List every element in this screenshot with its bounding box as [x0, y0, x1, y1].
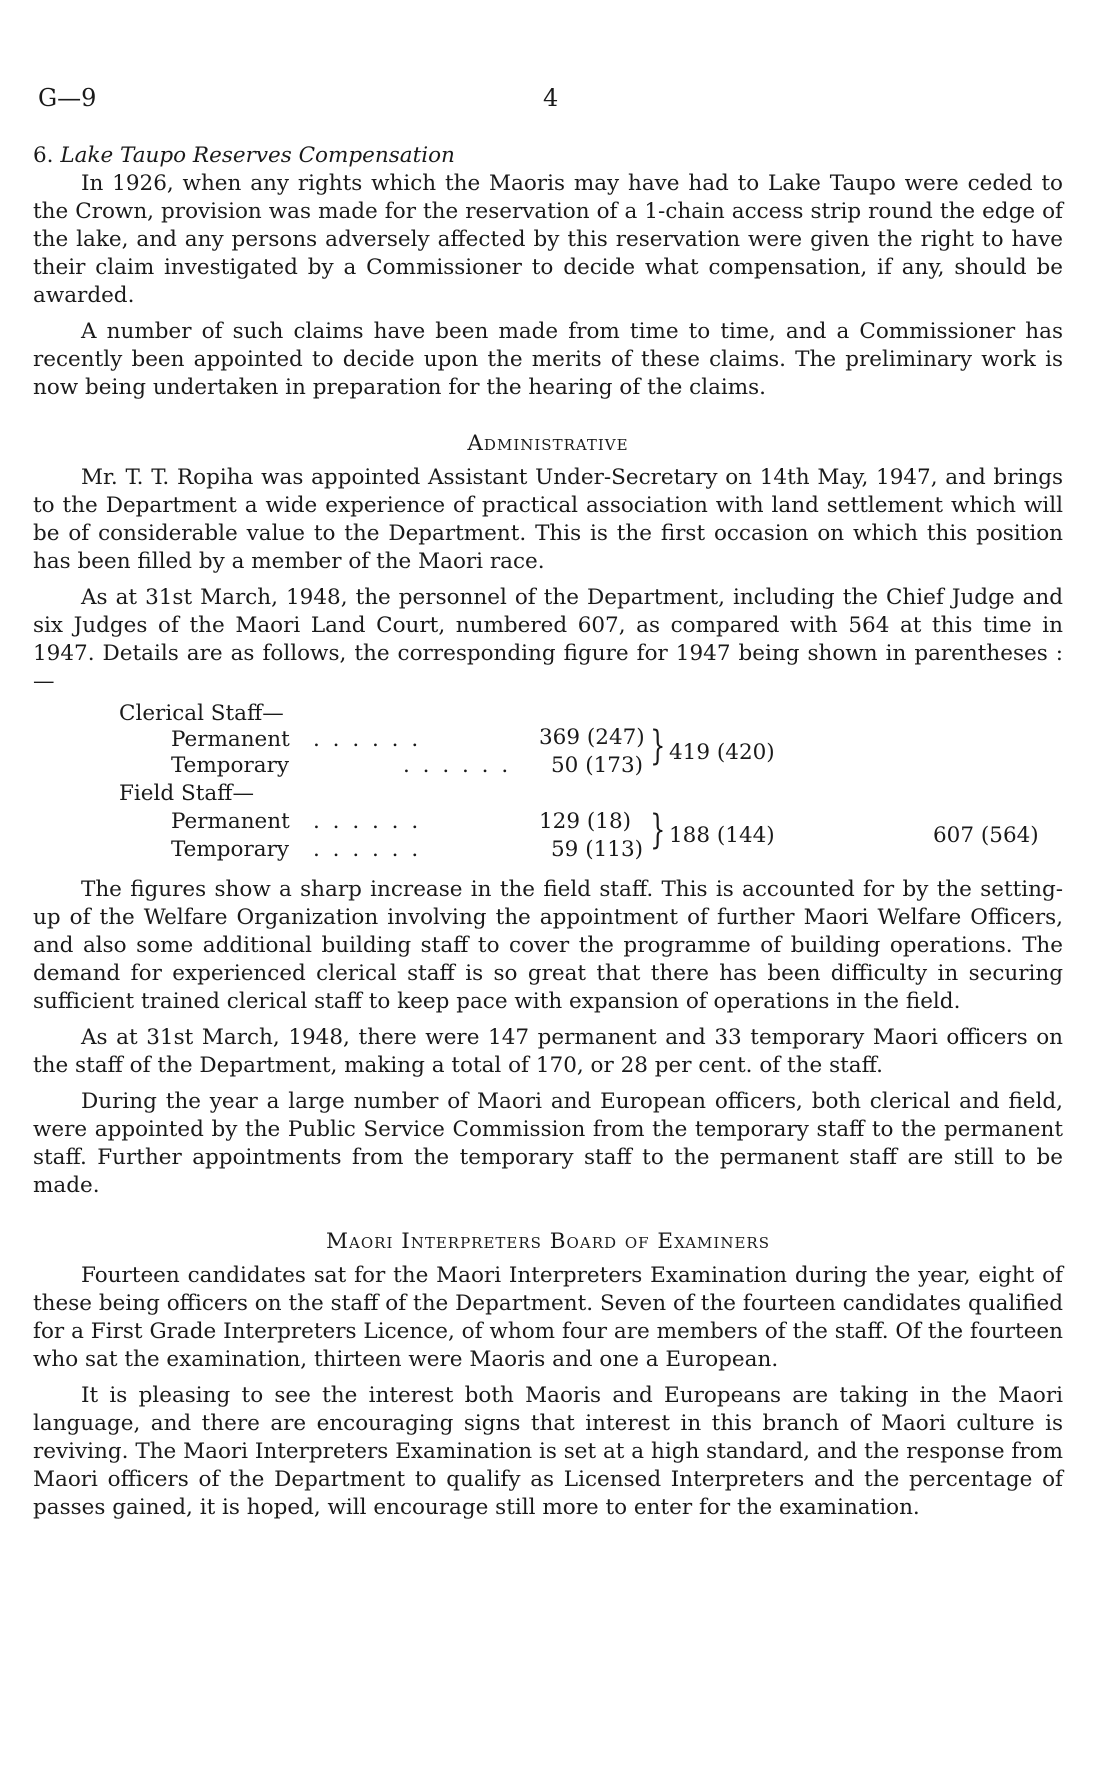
- field-permanent-value: 129 (18): [539, 809, 632, 834]
- grand-total: 607 (564): [933, 823, 1039, 848]
- interpreters-heading: Maori Interpreters Board of Examiners: [326, 1229, 770, 1254]
- document-page: [33, 84, 1063, 1522]
- paragraph: Fourteen candidates sat for the Maori Interpreters Examination during the year, eight of these being officers on the staff of the Department. Seven of the fourteen candidates qualified for a First Grade Interpreters Licence, of whom four are members of the staff. Of the fourteen who sat the examination, thirteen were Maoris and one a European.: [33, 1263, 1063, 1372]
- field-temporary-value: 59 (113): [551, 837, 644, 862]
- page-number: 4: [543, 84, 559, 112]
- section-heading: Lake Taupo Reserves Compensation: [60, 143, 455, 168]
- paragraph: A number of such claims have been made from time to time, and a Commissioner has recently been appointed to decide upon the merits of these claims. The preliminary work is now being undertaken in preparation for the hearing of the claims.: [33, 319, 1063, 400]
- field-temporary-label: Temporary: [171, 837, 290, 862]
- series-code: G—9: [38, 84, 97, 112]
- leader-dots: . . . . . .: [313, 837, 422, 862]
- staff-table: [33, 696, 1063, 876]
- page-header: [33, 84, 1063, 124]
- clerical-temporary-value: 50 (173): [551, 753, 644, 778]
- field-staff-label: Field Staff—: [119, 781, 254, 806]
- field-subtotal: 188 (144): [669, 823, 775, 848]
- paragraph: It is pleasing to see the interest both Maoris and Europeans are taking in the Maori language, and there are encouraging signs that interest in this branch of Maori culture is reviving. The Maori Interpreters Examination is set at a high standard, and the response from Maori officers of the Department to qualify as Licensed Interpreters and the percentage of passes gained, it is hoped, will encourage still more to enter for the examination.: [33, 1383, 1063, 1520]
- leader-dots: . . . . . .: [403, 753, 512, 778]
- brace: }: [650, 723, 666, 769]
- paragraph: As at 31st March, 1948, there were 147 permanent and 33 temporary Maori officers on the staff of the Department, making a total of 170, or 28 per cent. of the staff.: [33, 1025, 1063, 1078]
- paragraph: In 1926, when any rights which the Maoris may have had to Lake Taupo were ceded to the Crown, provision was made for the reservation of a 1-chain access strip round the edge of the lake, and any persons adversely affected by this reservation were given the right to have their claim investigated by a Commissioner to decide what compensation, if any, should be awarded.: [33, 171, 1063, 308]
- paragraph: The figures show a sharp increase in the field staff. This is accounted for by the setting-up of the Welfare Organization involving the appointment of further Maori Welfare Officers, and also some additional building staff to cover the programme of building operations. The demand for experienced clerical staff is so great that there has been difficulty in securing sufficient trained clerical staff to keep pace with expansion of operations in the field.: [33, 877, 1063, 1014]
- clerical-permanent-value: 369 (247): [539, 725, 645, 750]
- paragraph: Mr. T. T. Ropiha was appointed Assistant Under-Secretary on 14th May, 1947, and brings to the Department a wide experience of practical association with land settlement which will be of considerable value to the Department. This is the first occasion on which this position has been filled by a member of the Maori race.: [33, 465, 1063, 574]
- clerical-staff-label: Clerical Staff—: [119, 701, 284, 726]
- brace: }: [650, 807, 666, 853]
- paragraph: During the year a large number of Maori and European officers, both clerical and field, were appointed by the Public Service Commission from the temporary staff to the permanent staff. Further appointments from the temporary staff to the permanent staff are still to be made.: [33, 1089, 1063, 1198]
- paragraph: As at 31st March, 1948, the personnel of the Department, including the Chief Judge and six Judges of the Maori Land Court, numbered 607, as compared with 564 at this time in 1947. Details are as follows, the corresponding figure for 1947 being shown in parentheses :—: [33, 585, 1063, 694]
- leader-dots: . . . . . .: [313, 727, 422, 752]
- clerical-temporary-label: Temporary: [171, 753, 290, 778]
- clerical-permanent-label: Permanent: [171, 727, 290, 752]
- administrative-heading: Administrative: [467, 431, 629, 456]
- leader-dots: . . . . . .: [313, 809, 422, 834]
- section-number: 6.: [33, 143, 54, 168]
- section-title: [33, 142, 1063, 170]
- field-permanent-label: Permanent: [171, 809, 290, 834]
- clerical-subtotal: 419 (420): [669, 740, 775, 765]
